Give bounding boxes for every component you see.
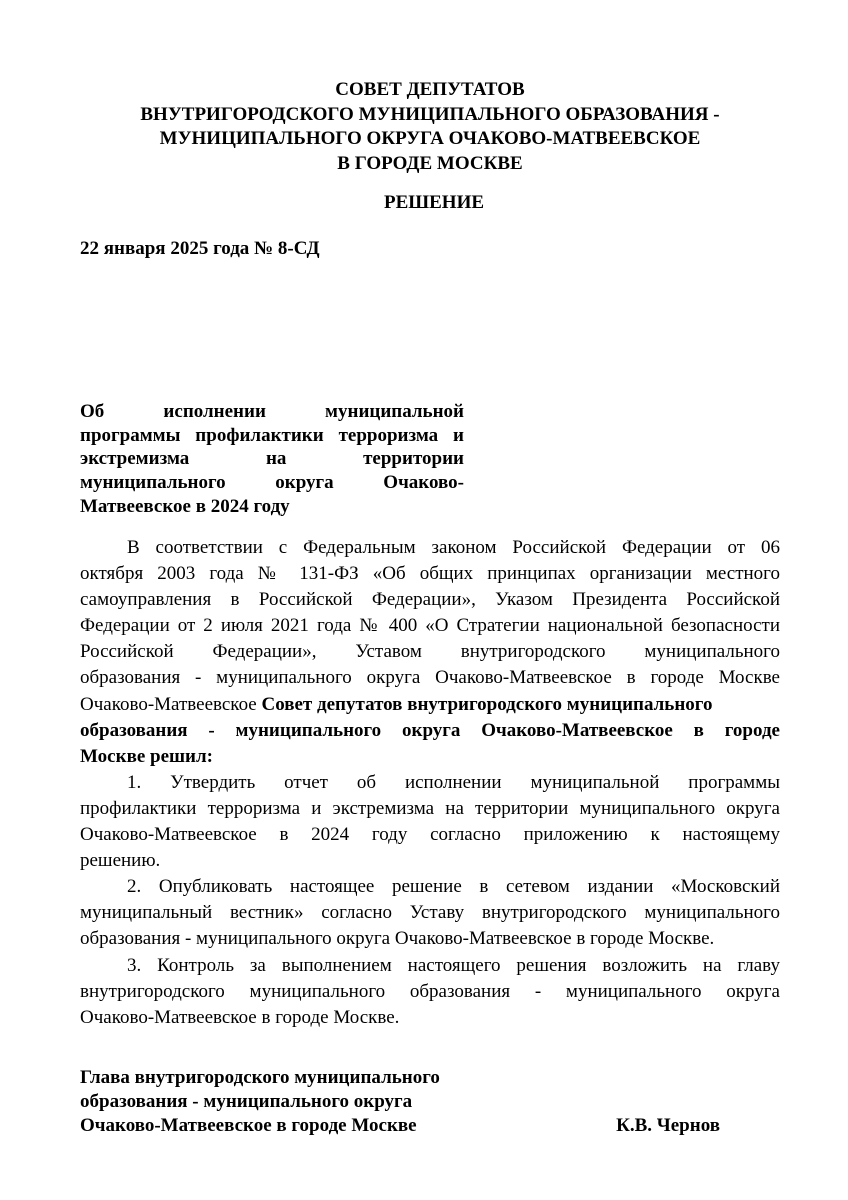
body-text: Очаково-Матвеевское bbox=[80, 693, 262, 715]
body-line: Российской Федерации», Уставом внутригородского муниципального bbox=[80, 641, 780, 663]
signature-block bbox=[80, 1066, 720, 1138]
header-line: МУНИЦИПАЛЬНОГО ОКРУГА ОЧАКОВО-МАТВЕЕВСКОЕ bbox=[159, 128, 701, 149]
body-line: октября 2003 года № 131-ФЗ «Об общих принципах организации местного bbox=[80, 563, 780, 585]
subject-line: Об исполнении муниципальной bbox=[80, 401, 464, 422]
signature-line: Глава внутригородского муниципального bbox=[80, 1067, 440, 1088]
signer-name: К.В. Чернов bbox=[616, 1115, 720, 1136]
body-line bbox=[80, 692, 780, 718]
document-body bbox=[80, 535, 780, 1031]
subject-line: муниципального округа Очаково- bbox=[80, 472, 464, 494]
body-line: внутригородского муниципального образования - муниципального округа bbox=[80, 980, 780, 1002]
date-number: 22 января 2025 года № 8-СД bbox=[80, 238, 320, 259]
document-header bbox=[80, 78, 780, 176]
header-line: ВНУТРИГОРОДСКОГО МУНИЦИПАЛЬНОГО ОБРАЗОВАНИЯ - bbox=[140, 103, 720, 125]
body-line: профилактики терроризма и экстремизма на территории муниципального округа bbox=[80, 797, 780, 819]
body-line: Очаково-Матвеевское в городе Москве. bbox=[80, 1006, 400, 1028]
body-line: образования - муниципального округа Очаково-Матвеевское в городе bbox=[80, 719, 780, 741]
signature-line: Очаково-Матвеевское в городе Москве bbox=[80, 1115, 417, 1136]
header-line: СОВЕТ ДЕПУТАТОВ bbox=[335, 79, 525, 100]
body-line: 1. Утвердить отчет об исполнении муниципальной программы bbox=[127, 771, 780, 793]
subject-line: программы профилактики терроризма и bbox=[80, 424, 464, 446]
decision-item-3 bbox=[80, 953, 780, 1031]
signature-line: образования - муниципального округа bbox=[80, 1091, 413, 1112]
body-line: 3. Контроль за выполнением настоящего решения возложить на главу bbox=[127, 954, 780, 976]
body-line: самоуправления в Российской Федерации», Указом Президента Российской bbox=[80, 589, 780, 611]
body-line: 2. Опубликовать настоящее решение в сетевом издании «Московский bbox=[127, 876, 780, 898]
body-line: Очаково-Матвеевское в 2024 году согласно приложению к настоящему bbox=[80, 824, 780, 846]
body-line: В соответствии с Федеральным законом Российской Федерации от 06 bbox=[127, 537, 780, 558]
header-line: В ГОРОДЕ МОСКВЕ bbox=[337, 152, 523, 174]
body-line: образования - муниципального округа Очаково-Матвеевское в городе Москве. bbox=[80, 928, 715, 950]
body-line: муниципальный вестник» согласно Уставу внутригородского муниципального bbox=[80, 902, 780, 924]
preamble bbox=[80, 535, 780, 770]
body-line: решению. bbox=[80, 850, 161, 872]
decision-subject bbox=[80, 400, 464, 518]
council-decides: Совет депутатов внутригородского муниципального bbox=[261, 693, 713, 715]
subject-line: экстремизма на территории bbox=[80, 448, 464, 470]
decision-item-1 bbox=[80, 770, 780, 874]
body-line: Москве решил: bbox=[80, 745, 213, 767]
body-line: Федерации от 2 июля 2021 года № 400 «О Стратегии национальной безопасности bbox=[80, 615, 780, 637]
subject-line: Матвеевское в 2024 году bbox=[80, 495, 290, 517]
decision-item-2 bbox=[80, 874, 780, 952]
body-line: образования - муниципального округа Очаково-Матвеевское в городе Москве bbox=[80, 667, 780, 689]
document-type: РЕШЕНИЕ bbox=[383, 192, 485, 213]
